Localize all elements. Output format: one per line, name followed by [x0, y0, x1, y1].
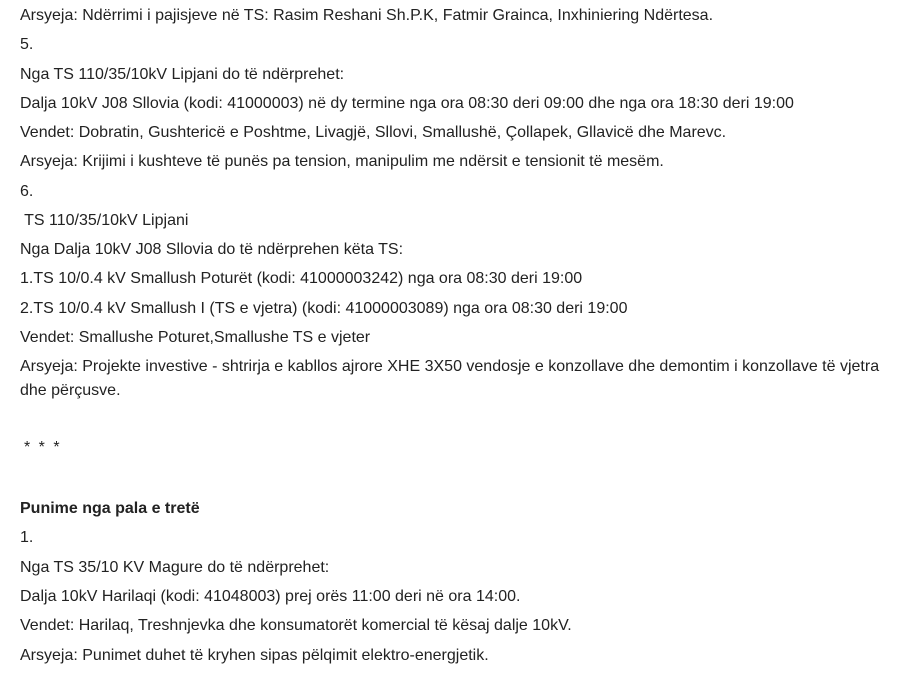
item-number: 6.	[20, 183, 34, 200]
text-line: Vendet: Dobratin, Gushtericë e Poshtme, Livagjë, Sllovi, Smallushë, Çollapek, Gllavicë dhe Marevc.	[20, 124, 727, 141]
text-line: Nga TS 35/10 KV Magure do të ndërprehet:	[20, 559, 330, 576]
text-line: Nga TS 110/35/10kV Lipjani do të ndërprehet:	[20, 66, 345, 83]
text-line: Vendet: Harilaq, Treshnjevka dhe konsumatorët komercial të kësaj dalje 10kV.	[20, 617, 572, 634]
text-line: TS 110/35/10kV Lipjani	[20, 212, 189, 229]
text-line: Arsyeja: Krijimi i kushteve të punës pa tension, manipulim me ndërsit e tensionit të mesëm.	[20, 153, 664, 170]
text-line: Vendet: Smallushe Poturet,Smallushe TS e vjeter	[20, 329, 371, 346]
text-line: Dalja 10kV J08 Sllovia (kodi: 41000003) në dy termine nga ora 08:30 deri 09:00 dhe nga ora 18:30 deri 19:00	[20, 95, 794, 112]
text-line: Dalja 10kV Harilaqi (kodi: 41048003) prej orës 11:00 deri në ora 14:00.	[20, 588, 521, 605]
text-line: Arsyeja: Ndërrimi i pajisjeve në TS: Rasim Reshani Sh.P.K, Fatmir Grainca, Inxhiniering Ndërtesa.	[20, 7, 714, 24]
text-line: Nga Dalja 10kV J08 Sllovia do të ndërprehen këta TS:	[20, 241, 404, 258]
text-paragraph: Arsyeja: Projekte investive - shtrirja e kabllos ajrore XHE 3X50 vendosje e konzollave dhe demontim i konzollave të vjetra dhe përçusve.	[20, 358, 880, 399]
text-line: 1.TS 10/0.4 kV Smallush Poturët (kodi: 41000003242) nga ora 08:30 deri 19:00	[20, 270, 583, 287]
section-heading: Punime nga pala e tretë	[20, 500, 200, 517]
section-divider: * * *	[24, 439, 62, 456]
item-number: 1.	[20, 529, 34, 546]
text-line: 2.TS 10/0.4 kV Smallush I (TS e vjetra) (kodi: 41000003089) nga ora 08:30 deri 19:00	[20, 300, 628, 317]
item-number: 5.	[20, 36, 34, 53]
text-line: Arsyeja: Punimet duhet të kryhen sipas pëlqimit elektro-energjetik.	[20, 647, 489, 664]
